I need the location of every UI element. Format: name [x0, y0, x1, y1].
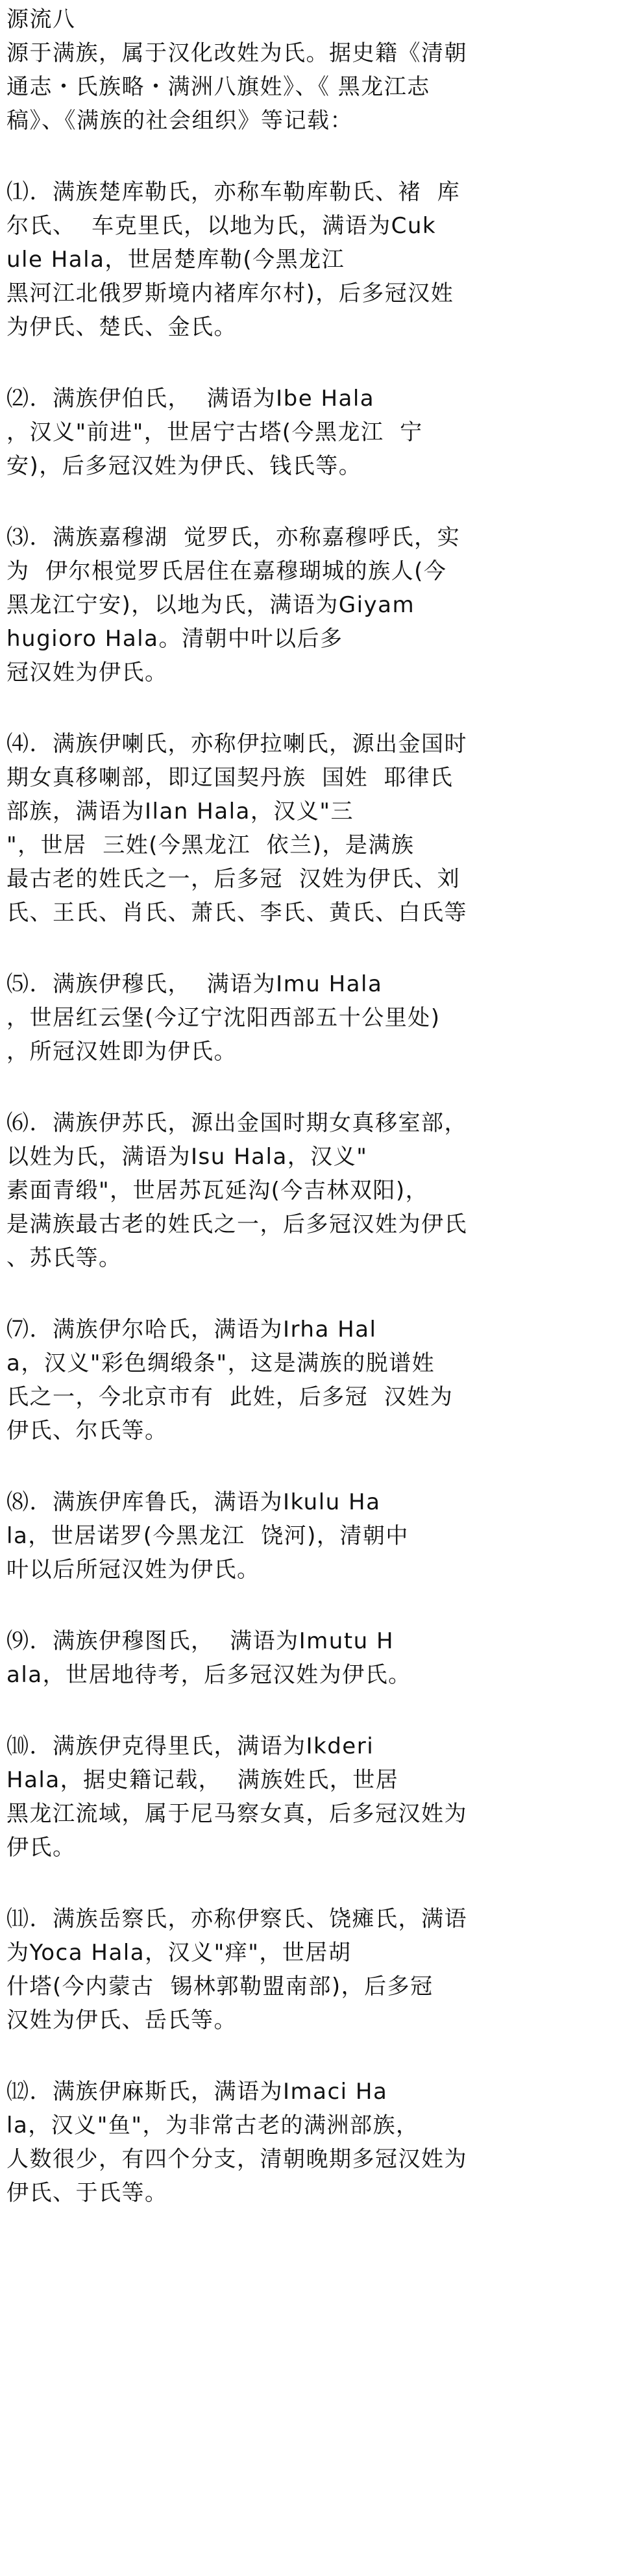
intro-line: 源于满族，属于汉化改姓为氏。据史籍《清朝	[6, 40, 467, 66]
entry-line: 伊氏。	[6, 1835, 76, 1861]
entry-paragraph	[6, 2075, 630, 2210]
entry-paragraph	[6, 967, 630, 1069]
paragraph-gap	[6, 689, 630, 727]
entry-line: 什塔(今内蒙古 锡林郭勒盟南部)，后多冠	[6, 1974, 434, 2000]
entry-paragraph	[6, 521, 630, 689]
paragraph-gap	[6, 1692, 630, 1729]
paragraph-gap	[6, 1864, 630, 1902]
entry-line: ⑺．满族伊尔哈氏，满语为Irha Hal	[6, 1317, 377, 1343]
entry-line: 期女真移喇部，即辽国契丹族 国姓 耶律氏	[6, 765, 454, 791]
paragraph-gap	[6, 2037, 630, 2075]
entry-paragraph	[6, 1902, 630, 2037]
entry-line: 冠汉姓为伊氏。	[6, 660, 168, 686]
entry-line: 素面青缎"，世居苏瓦延沟(今吉林双阳)，	[6, 1178, 429, 1204]
paragraph-gap	[6, 138, 630, 175]
entry-line: 黑河江北俄罗斯境内褚库尔村)，后多冠汉姓	[6, 280, 454, 306]
entry-line: 为Yoca Hala，汉义"痒"，世居胡	[6, 1940, 352, 1966]
entry-line: ，汉义"前进"，世居宁古塔(今黑龙江 宁	[6, 419, 423, 445]
paragraph-gap	[6, 344, 630, 382]
entry-line: 部族，满语为Ilan Hala，汉义"三	[6, 799, 354, 824]
entry-line: 氏之一，今北京市有 此姓，后多冠 汉姓为	[6, 1384, 454, 1410]
entry-line: 安)，后多冠汉姓为伊氏、钱氏等。	[6, 453, 362, 479]
intro-line: 通志・氏族略・满洲八旗姓》、《 黑龙江志	[6, 74, 430, 100]
entry-paragraph	[6, 1624, 630, 1692]
entry-line: 是满族最古老的姓氏之一，后多冠汉姓为伊氏	[6, 1211, 467, 1237]
entry-line: ⑿．满族伊麻斯氏，满语为Imaci Ha	[6, 2079, 388, 2105]
document-title: 源流八	[6, 6, 76, 32]
entry-line: ，世居红云堡(今辽宁沈阳西部五十公里处)	[6, 1005, 441, 1031]
entry-paragraph	[6, 1485, 630, 1587]
entry-paragraph	[6, 382, 630, 483]
entry-line: ⑻．满族伊库鲁氏，满语为Ikulu Ha	[6, 1489, 381, 1515]
entry-line: ⑽．满族伊克得里氏，满语为Ikderi	[6, 1733, 374, 1759]
entry-line: 为 伊尔根觉罗氏居住在嘉穆瑚城的族人(今	[6, 558, 447, 584]
intro-line: 稿》、《满族的社会组织》等记载：	[6, 108, 353, 134]
entry-line: 、苏氏等。	[6, 1245, 122, 1271]
entry-line: ⑼．满族伊穆图氏， 满语为Imutu H	[6, 1628, 395, 1654]
paragraph-gap	[6, 1448, 630, 1485]
paragraph-gap	[6, 1069, 630, 1106]
entry-line: 以姓为氏，满语为Isu Hala，汉义"	[6, 1144, 368, 1170]
entry-line: Hala，据史籍记载， 满族姓氏，世居	[6, 1767, 399, 1793]
entry-line: 尔氏、 车克里氏，以地为氏，满语为Cuk	[6, 213, 437, 239]
entry-line: ⑸．满族伊穆氏， 满语为Imu Hala	[6, 971, 383, 997]
paragraph-gap	[6, 930, 630, 967]
entry-paragraph	[6, 1106, 630, 1275]
entry-line: ⑶．满族嘉穆湖 觉罗氏，亦称嘉穆呼氏，实	[6, 525, 461, 551]
entry-line: ule Hala，世居楚库勒(今黑龙江	[6, 247, 345, 273]
entry-line: a，汉义"彩色绸缎条"，这是满族的脱谱姓	[6, 1350, 435, 1376]
entry-line: ⑵．满族伊伯氏， 满语为Ibe Hala	[6, 386, 375, 412]
entry-paragraph	[6, 727, 630, 930]
entry-line: 汉姓为伊氏、岳氏等。	[6, 2007, 237, 2033]
paragraph-gap	[6, 483, 630, 521]
entry-paragraph	[6, 1313, 630, 1448]
entry-paragraph	[6, 175, 630, 344]
entry-line: 为伊氏、楚氏、金氏。	[6, 314, 237, 340]
entry-line: ⑾．满族岳察氏，亦称伊察氏、饶瘫氏，满语	[6, 1906, 467, 1932]
entry-line: la，世居诺罗(今黑龙江 饶河)，清朝中	[6, 1523, 409, 1549]
entry-line: 人数很少，有四个分支，清朝晚期多冠汉姓为	[6, 2146, 467, 2172]
entry-line: ⑷．满族伊喇氏，亦称伊拉喇氏，源出金国时	[6, 731, 467, 757]
entry-line: hugioro Hala。清朝中叶以后多	[6, 626, 343, 652]
entry-line: ⑹．满族伊苏氏，源出金国时期女真移室部，	[6, 1110, 467, 1136]
paragraph-gap	[6, 1275, 630, 1313]
entry-line: "，世居 三姓(今黑龙江 依兰)，是满族	[6, 832, 415, 858]
entry-line: ⑴．满族楚库勒氏，亦称车勒库勒氏、褚 库	[6, 179, 461, 205]
entry-line: 伊氏、尔氏等。	[6, 1418, 168, 1444]
entry-list	[6, 175, 630, 2210]
entry-line: ala，世居地待考，后多冠汉姓为伊氏。	[6, 1662, 411, 1688]
entry-line: la，汉义"鱼"，为非常古老的满洲部族，	[6, 2112, 419, 2138]
entry-paragraph	[6, 1729, 630, 1864]
entry-line: 黑龙江宁安)，以地为氏，满语为Giyam	[6, 592, 415, 618]
entry-line: 最古老的姓氏之一，后多冠 汉姓为伊氏、刘	[6, 866, 461, 892]
paragraph-gap	[6, 1587, 630, 1624]
entry-line: 叶以后所冠汉姓为伊氏。	[6, 1557, 260, 1583]
entry-line: 伊氏、于氏等。	[6, 2180, 168, 2206]
entry-line: ，所冠汉姓即为伊氏。	[6, 1039, 237, 1065]
entry-line: 氏、王氏、肖氏、萧氏、李氏、黄氏、白氏等	[6, 900, 467, 926]
entry-line: 黑龙江流域，属于尼马察女真，后多冠汉姓为	[6, 1801, 467, 1827]
